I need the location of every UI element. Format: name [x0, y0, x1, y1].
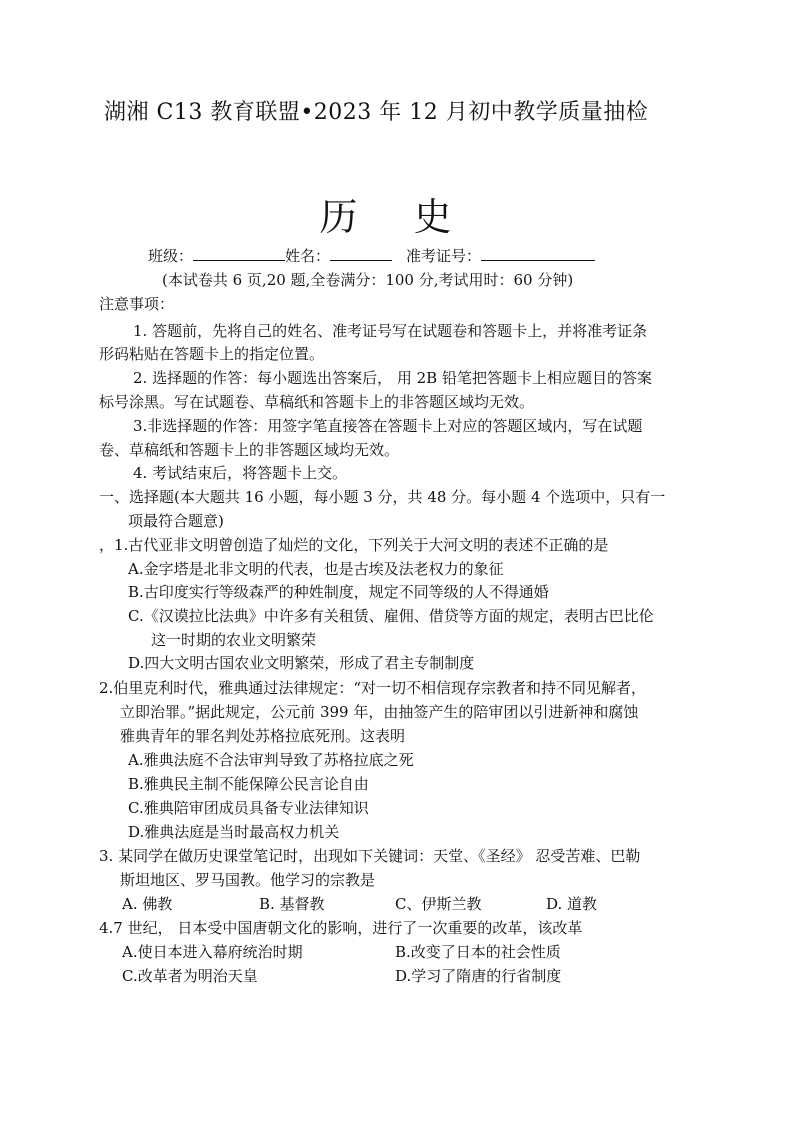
question-1-option-c: C.《汉谟拉比法典》中许多有关租赁、雇佣、借贷等方面的规定，表明古巴比伦: [128, 607, 654, 625]
question-2-option-b: B.雅典民主制不能保障公民言论自由: [128, 775, 369, 793]
question-3-option-d: D. 道教: [546, 895, 598, 913]
question-2-stem-cont-2: 雅典青年的罪名判处苏格拉底死刑。这表明: [120, 727, 406, 745]
question-4-option-c: C.改革者为明治天皇: [122, 967, 258, 985]
question-3-option-a: A. 佛教: [122, 895, 173, 913]
question-3-option-b: B. 基督教: [259, 895, 325, 913]
class-label: 班级：: [148, 247, 194, 265]
name-label: 姓名：: [285, 247, 331, 265]
question-1-option-d: D.四大文明古国农业文明繁荣，形成了君主专制制度: [128, 654, 475, 672]
question-2-stem: 2.伯里克利时代，雅典通过法律规定：“对一切不相信现存宗教者和持不同见解者，: [99, 679, 646, 697]
note-3-line-1: 3.非选择题的作答：用签字笔直接答在答题卡上对应的答题区域内，写在试题: [133, 417, 643, 435]
question-4-stem: 4.7 世纪， 日本受中国唐朝文化的影响，进行了一次重要的改革，该改革: [99, 919, 583, 937]
name-blank[interactable]: [330, 246, 392, 261]
question-3-option-c: C、伊斯兰教: [395, 895, 482, 913]
note-3-line-2: 卷、草稿纸和答题卡上的非答题区域均无效。: [99, 441, 400, 459]
section-1-heading: 一、选择题(本大题共 16 小题，每小题 3 分，共 48 分。每小题 4 个选项中，只有一: [99, 488, 666, 506]
exam-no-blank[interactable]: [481, 246, 595, 261]
question-3-stem-cont: 斯坦地区、罗马国教。他学习的宗教是: [120, 871, 376, 889]
question-3-stem: 3. 某同学在做历史课堂笔记时，出现如下关键词：天堂、《圣经》 忍受苦难、巴勒: [99, 847, 641, 865]
subject-title: 历 史: [319, 195, 474, 239]
notes-heading: 注意事项：: [99, 295, 175, 313]
student-info-row: [148, 246, 595, 266]
question-4-option-a: A.使日本进入幕府统治时期: [122, 943, 303, 961]
note-2-line-1: 2. 选择题的作答：每小题选出答案后， 用 2B 铅笔把答题卡上相应题目的答案: [133, 369, 652, 387]
note-1-line-1: 1. 答题前，先将自己的姓名、准考证号写在试题卷和答题卡上，并将准考证条: [133, 322, 648, 340]
question-1-option-a: A.金字塔是北非文明的代表，也是古埃及法老权力的象征: [128, 560, 504, 578]
note-4: 4. 考试结束后，将答题卡上交。: [133, 464, 348, 482]
section-1-heading-cont: 项最符合题意): [128, 512, 224, 530]
exam-title: 湖湘 C13 教育联盟•2023 年 12 月初中教学质量抽检: [104, 100, 649, 125]
question-4-option-b: B.改变了日本的社会性质: [395, 943, 561, 961]
question-2-option-c: C.雅典陪审团成员具备专业法律知识: [128, 799, 369, 817]
question-1-stem: ，1.古代亚非文明曾创造了灿烂的文化，下列关于大河文明的表述不正确的是: [99, 536, 609, 554]
exam-no-label: 准考证号：: [406, 247, 482, 265]
question-2-option-a: A.雅典法庭不合法审判导致了苏格拉底之死: [128, 751, 414, 769]
question-1-option-c-cont: 这一时期的农业文明繁荣: [151, 631, 317, 649]
question-1-option-b: B.古印度实行等级森严的种姓制度，规定不同等级的人不得通婚: [128, 583, 549, 601]
note-2-line-2: 标号涂黑。写在试题卷、草稿纸和答题卡上的非答题区域均无效。: [99, 393, 535, 411]
question-2-stem-cont-1: 立即治罪。”据此规定，公元前 399 年，由抽签产生的陪审团以引进新神和腐蚀: [120, 703, 639, 721]
class-blank[interactable]: [193, 246, 285, 261]
note-1-line-2: 形码粘贴在答题卡上的指定位置。: [99, 345, 325, 363]
exam-info: (本试卷共 6 页,20 题,全卷满分：100 分,考试用时：60 分钟): [162, 271, 574, 289]
question-2-option-d: D.雅典法庭是当时最高权力机关: [128, 823, 340, 841]
question-4-option-d: D.学习了隋唐的行省制度: [395, 967, 562, 985]
